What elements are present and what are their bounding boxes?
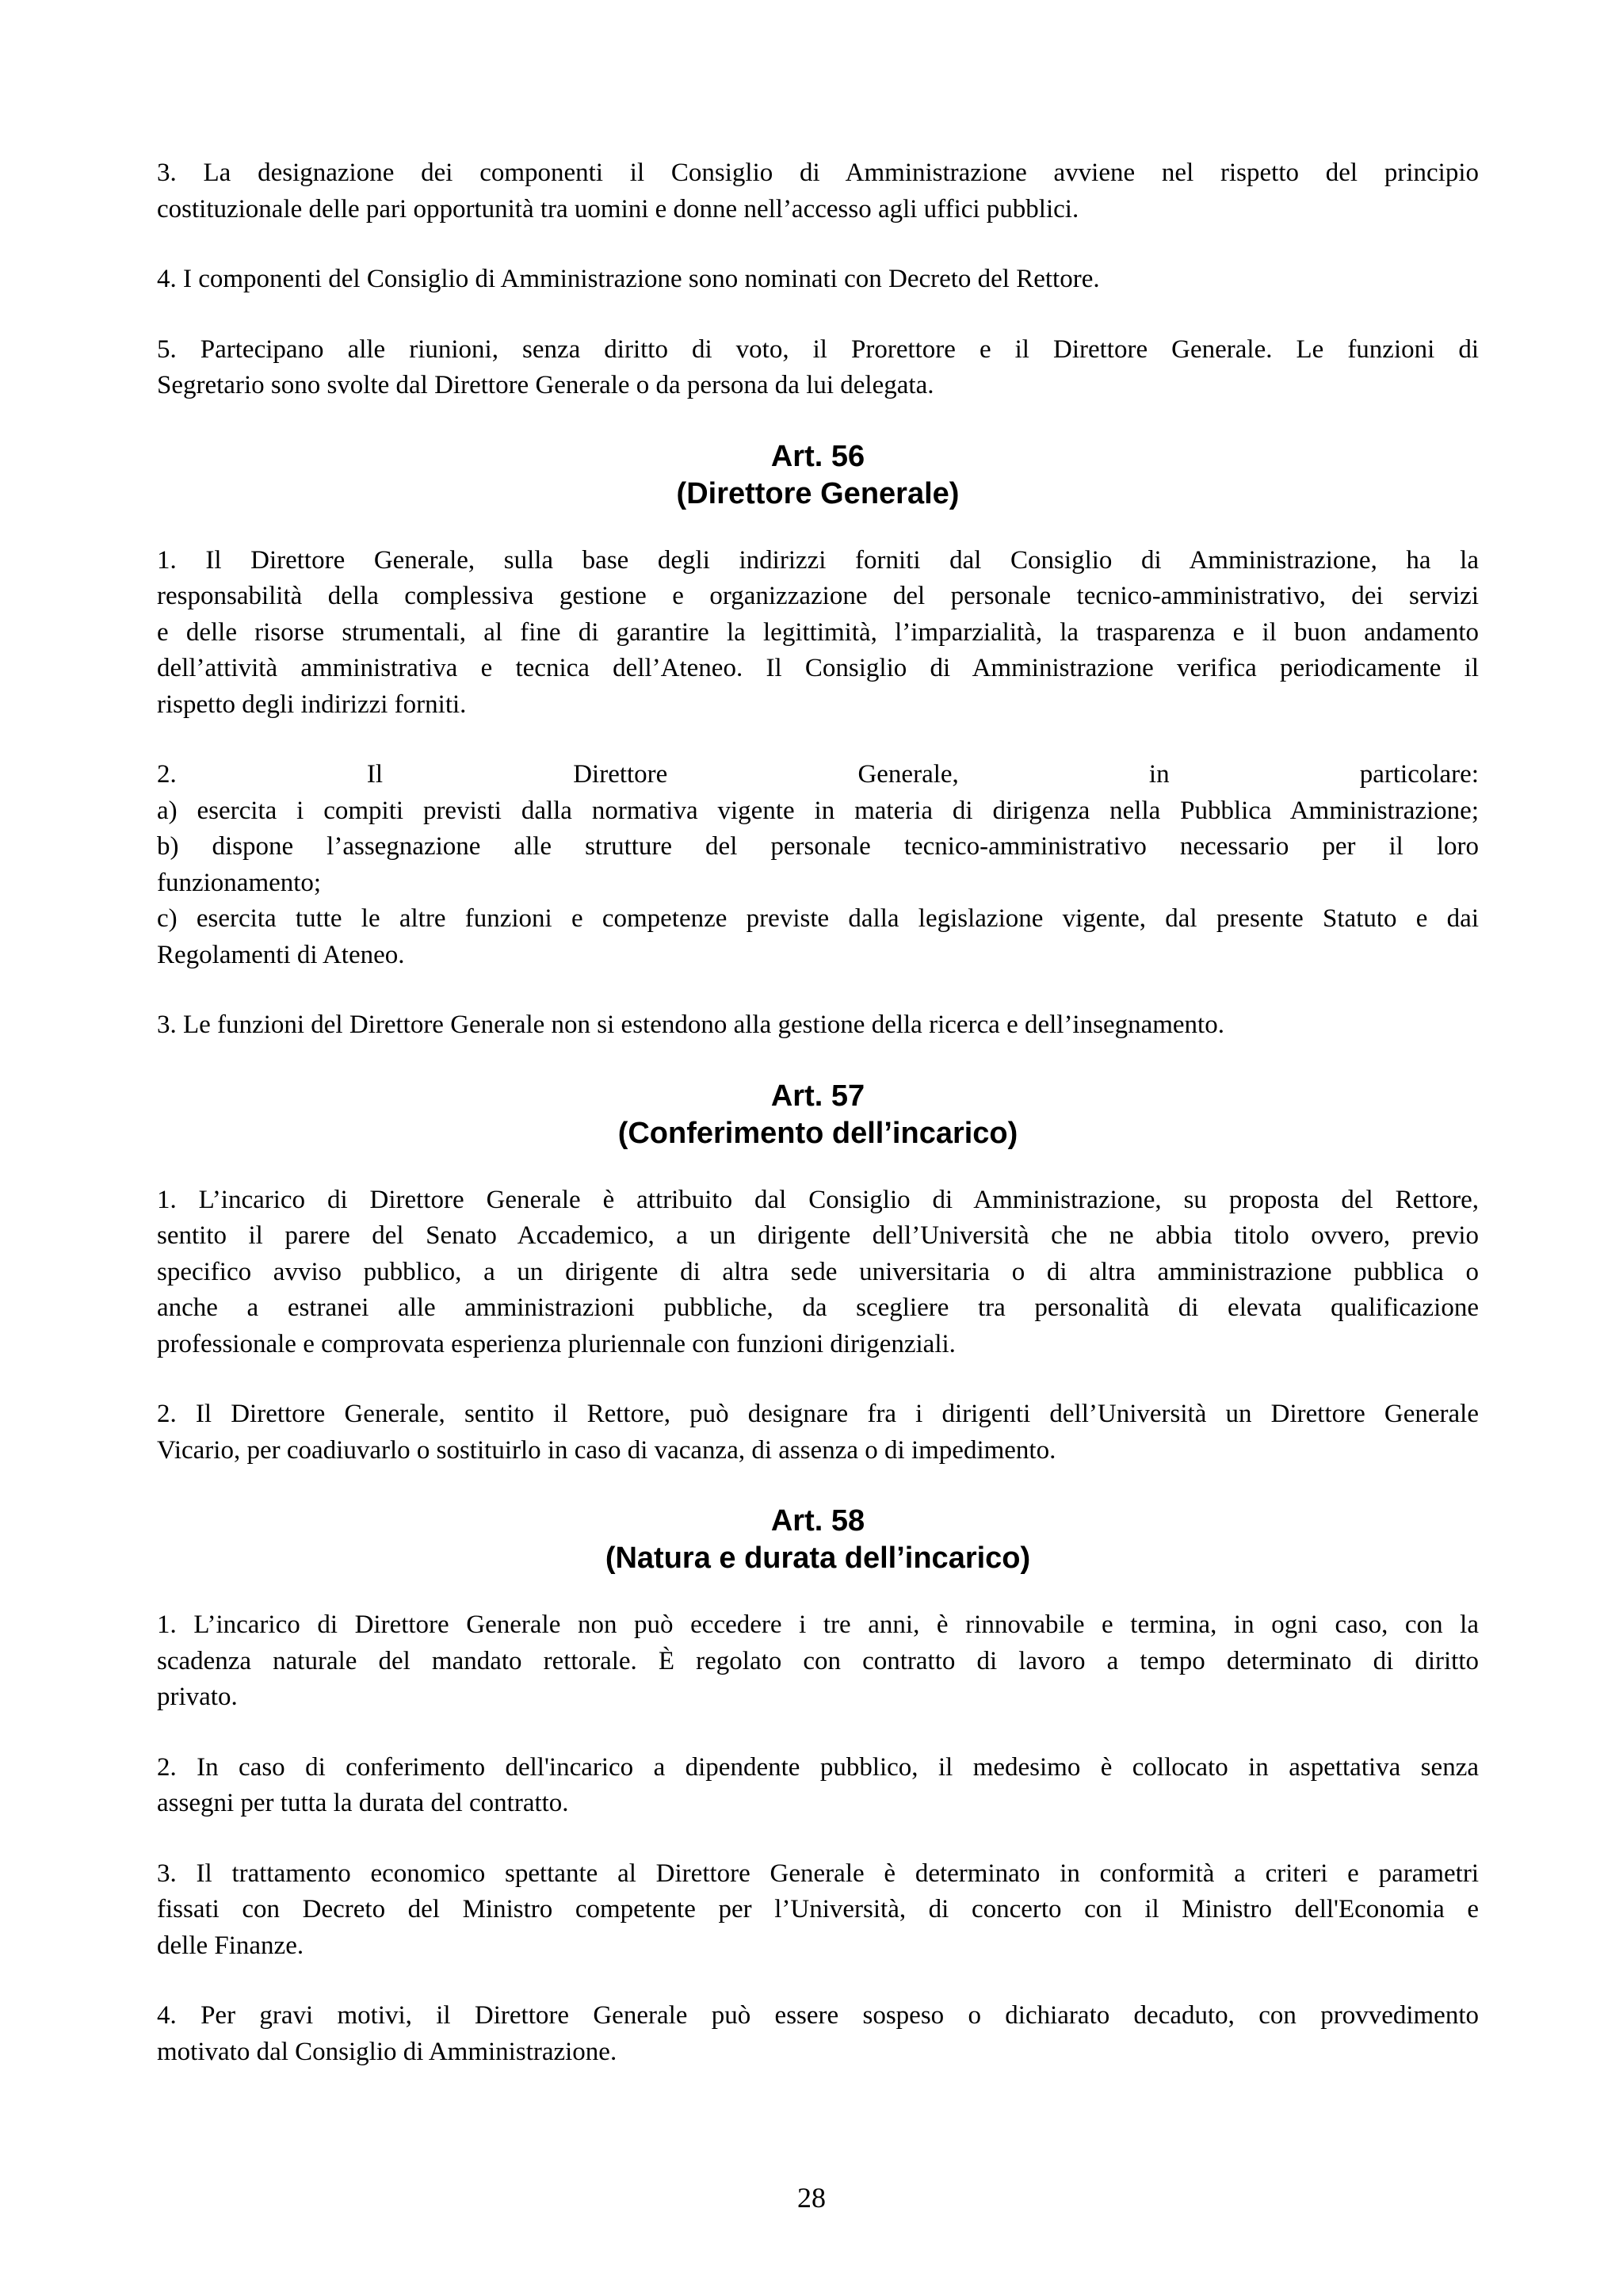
articles-section: [157, 438, 1479, 2071]
text-line: a) esercita i compiti previsti dalla normativa vigente in materia di dirigenza nella Pubblica Amministrazione;: [157, 796, 1479, 825]
article-heading: [157, 438, 1479, 513]
text-line: 4. I componenti del Consiglio di Amministrazione sono nominati con Decreto del Rettore.: [157, 265, 1100, 293]
page-number: 28: [797, 2182, 826, 2214]
text-line: 2. In caso di conferimento dell'incarico a dipendente pubblico, il medesimo è collocato in aspettativa senza: [157, 1752, 1479, 1782]
text-line: b) dispone l’assegnazione alle strutture del personale tecnico-amministrativo necessario per il loro: [157, 832, 1479, 861]
text-line: scadenza naturale del mandato rettorale. È regolato con contratto di lavoro a tempo determinato di diritto: [157, 1646, 1479, 1675]
text-line: 3. Il trattamento economico spettante al Direttore Generale è determinato in conformità a criteri e parametri: [157, 1859, 1479, 1888]
text-line: professionale e comprovata esperienza pluriennale con funzioni dirigenziali.: [157, 1329, 956, 1358]
text-line: 1. Il Direttore Generale, sulla base degli indirizzi forniti dal Consiglio di Amministrazione, ha la: [157, 545, 1479, 575]
document-page: [157, 155, 1479, 2104]
text-line: 4. Per gravi motivi, il Direttore Generale può essere sospeso o dichiarato decaduto, con provvedimento: [157, 2001, 1479, 2030]
text-line: 3. La designazione dei componenti il Consiglio di Amministrazione avviene nel rispetto del principio: [157, 159, 1479, 187]
article-heading: [157, 1503, 1479, 1577]
text-line: 3. Le funzioni del Direttore Generale non si estendono alla gestione della ricerca e dell’insegnamento.: [157, 1010, 1224, 1039]
text-line: rispetto degli indirizzi forniti.: [157, 690, 467, 719]
article-heading: [157, 1078, 1479, 1152]
text-line: 2. Il Direttore Generale, sentito il Rettore, può designare fra i dirigenti dell’Università un Direttore Generale: [157, 1400, 1479, 1428]
text-line: sentito il parere del Senato Accademico, a un dirigente dell’Università che ne abbia titolo ovvero, previo: [157, 1221, 1479, 1250]
paragraph-intro-3: [157, 332, 1479, 404]
article-number: Art. 58: [770, 1504, 865, 1538]
text-line: funzionamento;: [157, 868, 322, 897]
paragraph-1: [157, 1607, 1479, 1716]
text-line: anche a estranei alle amministrazioni pubbliche, da scegliere tra personalità di elevata qualificazione: [157, 1293, 1479, 1322]
text-line: e delle risorse strumentali, al fine di garantire la legittimità, l’imparzialità, la trasparenza e il buon andamento: [157, 617, 1479, 647]
article-number: Art. 57: [770, 1079, 865, 1113]
article-title: (Conferimento dell’incarico): [617, 1116, 1018, 1150]
intro-section: [157, 155, 1479, 404]
paragraph-1: [157, 543, 1479, 724]
text-line: costituzionale delle pari opportunità tra uomini e donne nell’accesso agli uffici pubblici.: [157, 194, 1079, 223]
text-line: 5. Partecipano alle riunioni, senza diritto di voto, il Prorettore e il Direttore Generale. Le funzioni di: [157, 334, 1479, 364]
text-line: 1. L’incarico di Direttore Generale è attribuito dal Consiglio di Amministrazione, su proposta del Rettore,: [157, 1185, 1479, 1214]
text-line: specifico avviso pubblico, a un dirigente di altra sede universitaria o di altra amministrazione pubblica o: [157, 1257, 1479, 1286]
article-title: (Natura e durata dell’incarico): [605, 1541, 1031, 1575]
paragraph-2: [157, 1750, 1479, 1822]
text-line: c) esercita tutte le altre funzioni e competenze previste dalla legislazione vigente, dal presente Statuto e dai: [157, 904, 1479, 933]
paragraph-2: [157, 757, 1479, 973]
text-line: responsabilità della complessiva gestione e organizzazione del personale tecnico-amministrativo, dei servizi: [157, 582, 1479, 610]
article-section: [157, 1503, 1479, 2070]
paragraph-1: [157, 1182, 1479, 1363]
paragraph-4: [157, 1998, 1479, 2070]
text-line: 2. Il Direttore Generale, in particolare:: [157, 760, 1479, 789]
article-section: [157, 1078, 1479, 1469]
paragraph-3: [157, 1007, 1479, 1044]
text-line: Segretario sono svolte dal Direttore Generale o da persona da lui delegata.: [157, 371, 934, 399]
article-section: [157, 438, 1479, 1044]
article-title: (Direttore Generale): [676, 476, 960, 510]
paragraph-2: [157, 1396, 1479, 1469]
text-line: Vicario, per coadiuvarlo o sostituirlo in caso di vacanza, di assenza o di impedimento.: [157, 1435, 1056, 1465]
text-line: privato.: [157, 1683, 238, 1711]
paragraph-intro-2: [157, 262, 1479, 298]
text-line: motivato dal Consiglio di Amministrazione.: [157, 2037, 617, 2066]
paragraph-3: [157, 1856, 1479, 1965]
article-number: Art. 56: [770, 439, 865, 473]
text-line: fissati con Decreto del Ministro competente per l’Università, di concerto con il Ministro dell'Economia e: [157, 1895, 1479, 1924]
paragraph-intro-1: [157, 155, 1479, 227]
text-line: Regolamenti di Ateneo.: [157, 940, 405, 969]
text-line: delle Finanze.: [157, 1931, 304, 1960]
text-line: dell’attività amministrativa e tecnica dell’Ateneo. Il Consiglio di Amministrazione verifica periodicamente il: [157, 654, 1479, 682]
text-line: assegni per tutta la durata del contratto.: [157, 1789, 569, 1817]
text-line: 1. L’incarico di Direttore Generale non può eccedere i tre anni, è rinnovabile e termina, in ogni caso, con la: [157, 1610, 1479, 1639]
